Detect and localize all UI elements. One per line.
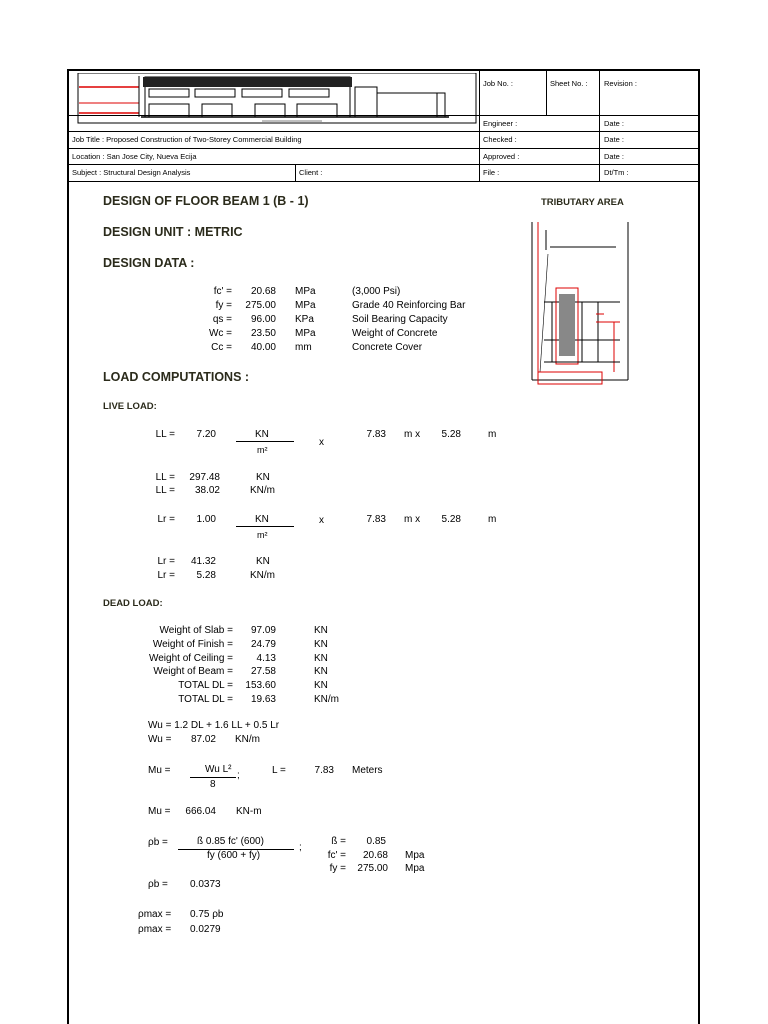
lr-per-m-value: 5.28 (196, 570, 216, 581)
ll-per-m-unit: KN/m (250, 485, 275, 496)
rho-b-numerator: ß 0.85 fc' (600) (197, 836, 264, 847)
design-data-unit: mm (295, 342, 312, 353)
rho-b-symbol: ρb = (148, 879, 168, 890)
dead-load-label: Weight of Ceiling = (148, 652, 233, 664)
rho-max-formula: 0.75 ρb (190, 909, 224, 920)
dead-load-value: 27.58 (250, 666, 276, 678)
dead-load-unit: KN (314, 680, 328, 692)
header-vline (479, 71, 480, 181)
l-value: 7.83 (314, 765, 334, 776)
ll-value: 7.20 (196, 429, 216, 440)
ll-symbol: LL = (155, 472, 175, 483)
revision-label: Revision : (604, 79, 637, 88)
design-data-value: 23.50 (250, 328, 276, 339)
dead-load-unit: KN (314, 666, 328, 678)
building-elevation-drawing (77, 73, 477, 129)
rho-max-value: 0.0279 (190, 924, 221, 935)
mu-unit: KN-m (236, 806, 262, 817)
location: Location : San Jose City, Nueva Ecija (72, 152, 197, 161)
header-line (69, 131, 700, 132)
file-label: File : (483, 168, 500, 177)
semicolon: ; (299, 842, 302, 853)
m-x-text: m x (404, 514, 421, 525)
design-data-symbol: Cc = (211, 342, 232, 353)
rho-max-symbol: ρmax = (138, 924, 172, 935)
wu-symbol: Wu = (148, 734, 172, 745)
date-label: Date : (604, 119, 625, 128)
lr-total-unit: KN (256, 556, 270, 567)
lr-symbol: Lr = (157, 570, 175, 581)
header-vline (295, 164, 296, 181)
l-unit: Meters (352, 765, 383, 776)
dead-load-heading: DEAD LOAD: (103, 598, 163, 609)
date-label: Date : (604, 135, 625, 144)
design-data-value: 20.68 (250, 286, 276, 297)
design-data-value: 40.00 (250, 342, 276, 353)
load-computations-heading: LOAD COMPUTATIONS : (103, 370, 250, 384)
beta-value: 0.85 (366, 836, 386, 847)
m-unit: m (488, 514, 497, 525)
design-data-unit: MPa (295, 328, 316, 339)
fraction-bar (236, 526, 294, 527)
tributary-area-drawing (530, 222, 630, 386)
rho-b-value: 0.0373 (190, 879, 221, 890)
m-x-text: m x (404, 429, 421, 440)
fc-unit: Mpa (405, 850, 425, 861)
beta-symbol: ß = (331, 836, 346, 847)
times-sign: x (319, 437, 324, 448)
fy-unit: Mpa (405, 863, 425, 874)
fraction-bar (190, 777, 236, 778)
fraction-bar (236, 441, 294, 442)
dead-load-label: TOTAL DL = (178, 694, 233, 705)
dead-load-label: Weight of Beam = (153, 666, 233, 678)
m2-unit: m² (257, 530, 268, 540)
dead-load-label: Weight of Slab = (159, 625, 233, 636)
job-no-label: Job No. : (483, 79, 514, 88)
kn-unit: KN (255, 514, 269, 525)
dead-load-value: 97.09 (250, 625, 276, 636)
length-value: 7.83 (366, 514, 386, 525)
sheet-no-label: Sheet No. : (550, 79, 588, 88)
subject: Subject : Structural Design Analysis (72, 168, 191, 177)
header-line (69, 164, 700, 165)
lr-per-m-unit: KN/m (250, 570, 275, 581)
design-data-symbol: fy = (215, 300, 232, 311)
design-data-description: Concrete Cover (352, 342, 423, 353)
design-title: DESIGN OF FLOOR BEAM 1 (B - 1) (103, 194, 309, 208)
dead-load-unit: KN (314, 625, 328, 636)
checked-label: Checked : (483, 135, 517, 144)
header-vline (546, 71, 547, 115)
design-data-unit: MPa (295, 286, 316, 297)
design-data-symbol: qs = (212, 314, 232, 325)
dead-load-unit: KN (314, 652, 328, 664)
dead-load-unit: KN/m (314, 694, 339, 705)
dead-load-label: TOTAL DL = (178, 680, 233, 692)
design-data-heading: DESIGN DATA : (103, 256, 195, 270)
live-load-heading: LIVE LOAD: (103, 401, 157, 412)
header-line (69, 148, 700, 149)
dead-load-value: 4.13 (256, 652, 276, 664)
mu-symbol: Mu = (148, 765, 171, 776)
fy-symbol: fy = (329, 863, 346, 874)
fc-value: 20.68 (362, 850, 388, 861)
lr-symbol: Lr = (157, 556, 175, 567)
design-data-value: 96.00 (250, 314, 276, 325)
client-label: Client : (299, 168, 323, 177)
ll-per-m-value: 38.02 (194, 485, 220, 496)
times-sign: x (319, 515, 324, 526)
rho-max-symbol: ρmax = (138, 909, 172, 920)
rho-b-symbol: ρb = (148, 837, 168, 848)
l-symbol: L = (272, 765, 286, 776)
design-data-unit: MPa (295, 300, 316, 311)
length-value: 7.83 (366, 429, 386, 440)
job-title: Job Title : Proposed Construction of Two-Storey Commercial Building (72, 135, 302, 144)
design-data-description: Soil Bearing Capacity (352, 314, 448, 325)
design-data-value: 275.00 (245, 300, 276, 311)
width-value: 5.28 (441, 514, 461, 525)
width-value: 5.28 (441, 429, 461, 440)
wu-formula: Wu = 1.2 DL + 1.6 LL + 0.5 Lr (148, 720, 280, 731)
design-data-symbol: fc' = (213, 286, 232, 297)
date-label: Date : (604, 152, 625, 161)
lr-symbol: Lr = (157, 514, 175, 525)
mu-symbol: Mu = (148, 806, 171, 817)
design-data-description: Grade 40 Reinforcing Bar (352, 300, 466, 311)
mu-numerator: Wu L² (205, 764, 232, 775)
dttm-label: Dt/Tm : (604, 168, 629, 177)
header-vline (599, 71, 600, 181)
wu-value: 87.02 (190, 734, 216, 745)
rho-b-denominator: fy (600 + fy) (207, 850, 261, 861)
m2-unit: m² (257, 445, 268, 455)
m-unit: m (488, 429, 497, 440)
wu-unit: KN/m (235, 734, 260, 745)
ll-total-unit: KN (256, 472, 270, 483)
kn-unit: KN (255, 429, 269, 440)
semicolon: ; (237, 770, 240, 781)
mu-value: 666.04 (185, 806, 216, 817)
lr-value: 1.00 (196, 514, 216, 525)
tributary-area-heading: TRIBUTARY AREA (541, 197, 624, 208)
dead-load-label: Weight of Finish = (152, 638, 233, 650)
lr-total-value: 41.32 (190, 556, 216, 567)
design-unit: DESIGN UNIT : METRIC (103, 225, 243, 239)
design-data-description: (3,000 Psi) (352, 286, 401, 297)
ll-symbol: LL = (155, 485, 175, 496)
design-data-unit: KPa (295, 314, 314, 325)
design-data-description: Weight of Concrete (352, 328, 438, 339)
ll-symbol: LL = (155, 429, 175, 440)
fc-symbol: fc' = (327, 850, 346, 861)
dead-load-value: 153.60 (245, 680, 276, 692)
mu-denominator: 8 (210, 779, 216, 790)
dead-load-unit: KN (314, 638, 328, 650)
dead-load-value: 19.63 (250, 694, 276, 705)
dead-load-value: 24.79 (250, 638, 276, 650)
header-line (69, 181, 700, 182)
fy-value: 275.00 (357, 863, 388, 874)
approved-label: Approved : (483, 152, 520, 161)
engineer-label: Engineer : (483, 119, 518, 128)
design-data-symbol: Wc = (208, 328, 232, 339)
ll-total-value: 297.48 (189, 472, 220, 483)
